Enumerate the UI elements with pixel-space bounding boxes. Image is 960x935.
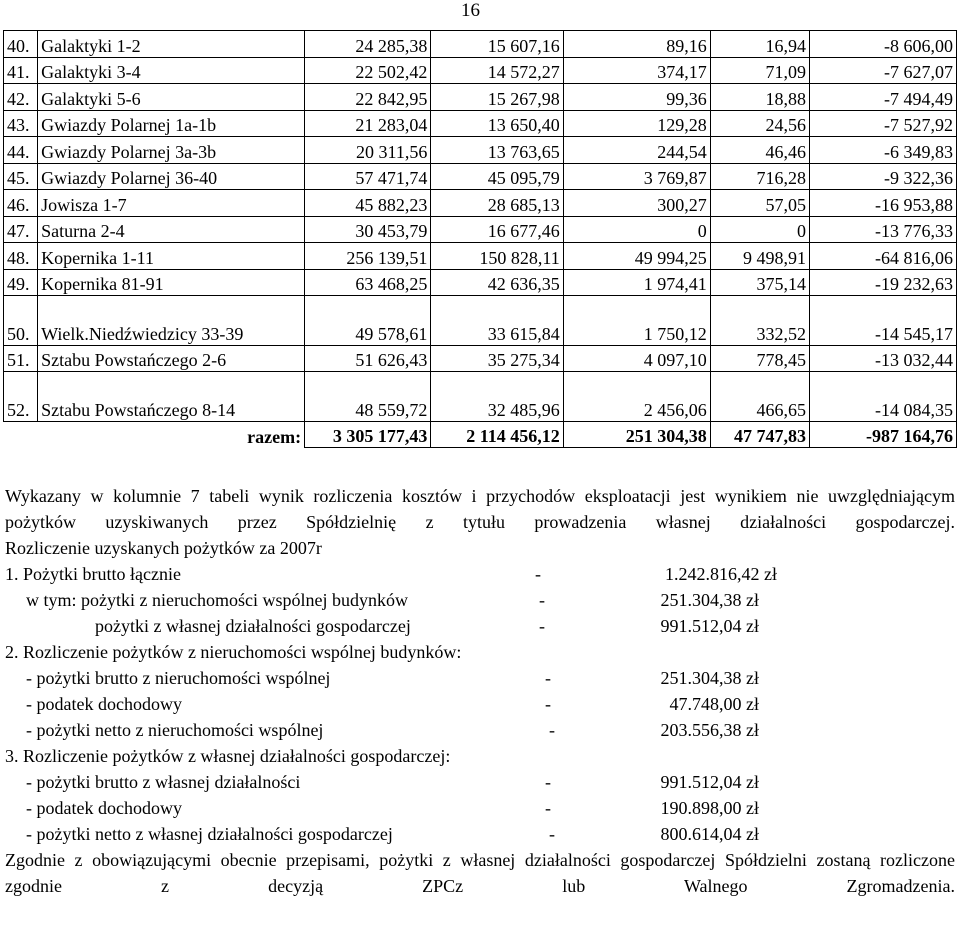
s1-sub2-dash: - xyxy=(539,616,545,636)
cell-v4: 16,94 xyxy=(710,31,809,58)
cell-name: Wielk.Niedźwiedzicy 33-39 xyxy=(38,296,305,346)
cell-v3: 300,27 xyxy=(563,190,710,217)
s3-item-amount: 991.512,04 zł xyxy=(660,772,759,792)
s1-sub2-label: pożytki z własnej działalności gospodarczej xyxy=(95,616,411,636)
s3-item-label: - pożytki brutto z własnej działalności xyxy=(26,772,301,792)
cell-v5: -13 776,33 xyxy=(810,216,957,243)
cell-no: 51. xyxy=(4,345,38,372)
cell-v5: -64 816,06 xyxy=(810,243,957,270)
cell-v3: 244,54 xyxy=(563,137,710,164)
s3-item-amount: 190.898,00 zł xyxy=(660,798,759,818)
cell-v4: 716,28 xyxy=(710,163,809,190)
cell-v4: 0 xyxy=(710,216,809,243)
cell-v5: -14 545,17 xyxy=(810,296,957,346)
s3-item-dash: - xyxy=(545,798,551,818)
total-v1: 3 305 177,43 xyxy=(305,421,431,448)
cell-v1: 48 559,72 xyxy=(305,372,431,422)
cell-no: 40. xyxy=(4,31,38,58)
s2-item-line xyxy=(5,691,955,717)
cell-no: 46. xyxy=(4,190,38,217)
s1-dash: - xyxy=(535,564,541,584)
s1-sub1-line xyxy=(5,587,955,613)
cell-v3: 4 097,10 xyxy=(563,345,710,372)
cell-v2: 14 572,27 xyxy=(431,57,563,84)
s2-item-line xyxy=(5,717,955,743)
cell-v4: 24,56 xyxy=(710,110,809,137)
cell-v5: -7 627,07 xyxy=(810,57,957,84)
cell-v5: -6 349,83 xyxy=(810,137,957,164)
cell-v1: 24 285,38 xyxy=(305,31,431,58)
cell-v1: 49 578,61 xyxy=(305,296,431,346)
s1-amount: 1.242.816,42 zł xyxy=(665,564,777,584)
cell-v4: 46,46 xyxy=(710,137,809,164)
cell-v4: 18,88 xyxy=(710,84,809,111)
s3-item-dash: - xyxy=(549,824,555,844)
cell-name: Gwiazdy Polarnej 36-40 xyxy=(38,163,305,190)
total-v3: 251 304,38 xyxy=(563,421,710,448)
cell-no: 43. xyxy=(4,110,38,137)
cell-v5: -13 032,44 xyxy=(810,345,957,372)
cell-no: 41. xyxy=(4,57,38,84)
cell-v2: 35 275,34 xyxy=(431,345,563,372)
cell-v2: 13 763,65 xyxy=(431,137,563,164)
cell-v3: 99,36 xyxy=(563,84,710,111)
cell-name: Gwiazdy Polarnej 1a-1b xyxy=(38,110,305,137)
table-row xyxy=(4,372,957,422)
cell-name: Kopernika 81-91 xyxy=(38,269,305,296)
cell-v2: 42 636,35 xyxy=(431,269,563,296)
cell-no: 49. xyxy=(4,269,38,296)
cell-name: Galaktyki 1-2 xyxy=(38,31,305,58)
s3-item-label: - podatek dochodowy xyxy=(26,798,182,818)
cell-v1: 30 453,79 xyxy=(305,216,431,243)
cell-v4: 71,09 xyxy=(710,57,809,84)
cell-name: Gwiazdy Polarnej 3a-3b xyxy=(38,137,305,164)
cost-settlement-table xyxy=(3,30,957,448)
table-row xyxy=(4,345,957,372)
s1-sub1-amount: 251.304,38 zł xyxy=(660,590,759,610)
total-v2: 2 114 456,12 xyxy=(431,421,563,448)
cell-no: 42. xyxy=(4,84,38,111)
table-row xyxy=(4,137,957,164)
cell-v5: -7 494,49 xyxy=(810,84,957,111)
cell-v3: 49 994,25 xyxy=(563,243,710,270)
table-row xyxy=(4,31,957,58)
cell-v4: 466,65 xyxy=(710,372,809,422)
cell-v5: -16 953,88 xyxy=(810,190,957,217)
cell-v3: 129,28 xyxy=(563,110,710,137)
page-number: 16 xyxy=(461,0,480,21)
cell-v5: -8 606,00 xyxy=(810,31,957,58)
s3-items xyxy=(5,769,955,847)
table-row xyxy=(4,216,957,243)
cell-name: Galaktyki 5-6 xyxy=(38,84,305,111)
s2-item-amount: 251.304,38 zł xyxy=(660,668,759,688)
s1-sub2-amount: 991.512,04 zł xyxy=(660,616,759,636)
s3-item-line xyxy=(5,795,955,821)
s2-item-dash: - xyxy=(549,720,555,740)
cell-v2: 32 485,96 xyxy=(431,372,563,422)
s3-item-dash: - xyxy=(545,772,551,792)
cell-no: 50. xyxy=(4,296,38,346)
cell-v4: 9 498,91 xyxy=(710,243,809,270)
s2-item-dash: - xyxy=(545,694,551,714)
cell-name: Kopernika 1-11 xyxy=(38,243,305,270)
cell-v3: 0 xyxy=(563,216,710,243)
cell-v4: 375,14 xyxy=(710,269,809,296)
cell-v3: 2 456,06 xyxy=(563,372,710,422)
cell-name: Saturna 2-4 xyxy=(38,216,305,243)
cell-v1: 57 471,74 xyxy=(305,163,431,190)
total-v5: -987 164,76 xyxy=(810,421,957,448)
cell-name: Sztabu Powstańczego 8-14 xyxy=(38,372,305,422)
total-v4: 47 747,83 xyxy=(710,421,809,448)
cell-v1: 63 468,25 xyxy=(305,269,431,296)
cell-v2: 13 650,40 xyxy=(431,110,563,137)
cell-v2: 15 267,98 xyxy=(431,84,563,111)
s1-sub2-line xyxy=(5,613,955,639)
cell-v3: 1 750,12 xyxy=(563,296,710,346)
cell-v1: 22 502,42 xyxy=(305,57,431,84)
cell-v5: -14 084,35 xyxy=(810,372,957,422)
cell-v1: 22 842,95 xyxy=(305,84,431,111)
cell-v2: 15 607,16 xyxy=(431,31,563,58)
cell-no: 47. xyxy=(4,216,38,243)
total-row xyxy=(4,421,957,448)
s1-sub1-dash: - xyxy=(539,590,545,610)
cell-v5: -7 527,92 xyxy=(810,110,957,137)
s2-item-line xyxy=(5,665,955,691)
cell-v2: 150 828,11 xyxy=(431,243,563,270)
cell-v3: 89,16 xyxy=(563,31,710,58)
cell-v3: 374,17 xyxy=(563,57,710,84)
cell-name: Sztabu Powstańczego 2-6 xyxy=(38,345,305,372)
table-row xyxy=(4,163,957,190)
s1-sub1-label: w tym: pożytki z nieruchomości wspólnej budynków xyxy=(26,590,408,610)
cell-v1: 51 626,43 xyxy=(305,345,431,372)
cell-no: 48. xyxy=(4,243,38,270)
cell-v3: 3 769,87 xyxy=(563,163,710,190)
s2-item-label: - podatek dochodowy xyxy=(26,694,182,714)
s3-item-line xyxy=(5,769,955,795)
s3-item-line xyxy=(5,821,955,847)
s2-title: 2. Rozliczenie pożytków z nieruchomości wspólnej budynków: xyxy=(5,642,462,662)
table-row xyxy=(4,296,957,346)
cell-no: 45. xyxy=(4,163,38,190)
s2-item-amount: 203.556,38 zł xyxy=(660,720,759,740)
s2-item-amount: 47.748,00 zł xyxy=(669,694,759,714)
table-row xyxy=(4,269,957,296)
cell-v1: 45 882,23 xyxy=(305,190,431,217)
cell-v4: 57,05 xyxy=(710,190,809,217)
s3-item-label: - pożytki netto z własnej działalności gospodarczej xyxy=(26,824,393,844)
cell-v1: 20 311,56 xyxy=(305,137,431,164)
document-text xyxy=(5,483,955,899)
s1-title-line xyxy=(5,561,955,587)
total-label: razem: xyxy=(247,426,302,447)
cell-name: Jowisza 1-7 xyxy=(38,190,305,217)
cell-name: Galaktyki 3-4 xyxy=(38,57,305,84)
closing-paragraph: Zgodnie z obowiązującymi obecnie przepisami, pożytki z własnej działalności gospodarczej Spółdzielni zostaną rozliczone zgodnie z decyzją ZPCz lub Walnego Zgromadzenia. xyxy=(5,850,955,896)
s2-item-label: - pożytki brutto z nieruchomości wspólnej xyxy=(26,668,331,688)
cell-v5: -19 232,63 xyxy=(810,269,957,296)
table-row xyxy=(4,57,957,84)
s1-title: 1. Pożytki brutto łącznie xyxy=(5,564,181,584)
s3-title: 3. Rozliczenie pożytków z własnej działalności gospodarczej: xyxy=(5,746,451,766)
s3-item-amount: 800.614,04 zł xyxy=(660,824,759,844)
cell-no: 52. xyxy=(4,372,38,422)
s2-item-dash: - xyxy=(545,668,551,688)
cell-v2: 33 615,84 xyxy=(431,296,563,346)
cell-v1: 21 283,04 xyxy=(305,110,431,137)
cell-no: 44. xyxy=(4,137,38,164)
table-row xyxy=(4,110,957,137)
table-row xyxy=(4,243,957,270)
s2-items xyxy=(5,665,955,743)
cell-v2: 28 685,13 xyxy=(431,190,563,217)
cell-v4: 332,52 xyxy=(710,296,809,346)
table-row xyxy=(4,84,957,111)
cell-v4: 778,45 xyxy=(710,345,809,372)
cell-v2: 16 677,46 xyxy=(431,216,563,243)
paragraph-result-note: Wykazany w kolumnie 7 tabeli wynik rozliczenia kosztów i przychodów eksploatacji jest wynikiem nie uwzględniającym pożytków uzyskiwanych przez Spółdzielnię z tytułu prowadzenia własnej działalności gospodarczej. xyxy=(5,486,955,532)
cell-v5: -9 322,36 xyxy=(810,163,957,190)
cell-v2: 45 095,79 xyxy=(431,163,563,190)
table-row xyxy=(4,190,957,217)
cell-v1: 256 139,51 xyxy=(305,243,431,270)
cell-v3: 1 974,41 xyxy=(563,269,710,296)
section-heading: Rozliczenie uzyskanych pożytków za 2007r xyxy=(5,538,322,558)
s2-item-label: - pożytki netto z nieruchomości wspólnej xyxy=(26,720,324,740)
